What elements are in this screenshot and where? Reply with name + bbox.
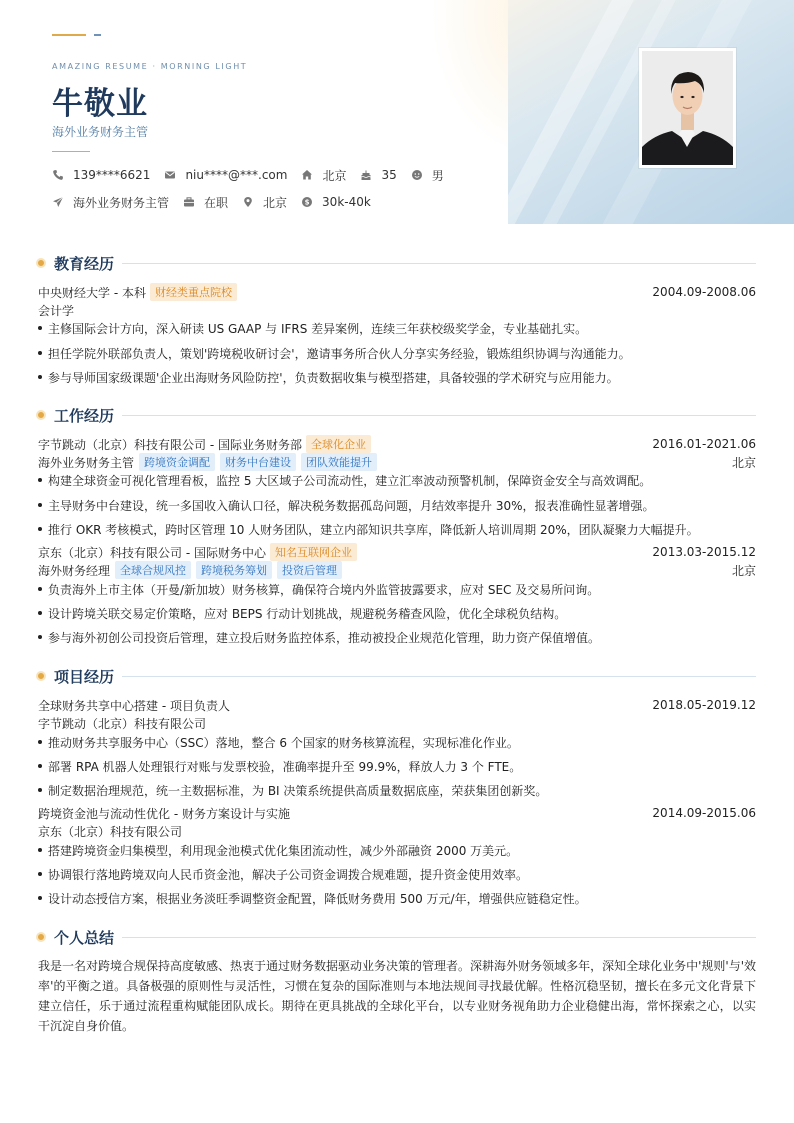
phone-text: 139****6621: [73, 168, 151, 182]
list-item: 部署 RPA 机器人处理银行对账与发票校验，准确率提升至 99.9%，释放人力 3 个 FTE。: [38, 758, 758, 774]
avatar-portrait: [642, 51, 733, 165]
section-work: [36, 405, 756, 425]
svg-text:$: $: [304, 198, 310, 207]
company-badge: 全球化企业: [306, 435, 371, 453]
section-dot: [36, 932, 46, 942]
divider: [52, 151, 90, 152]
target-job-info: [52, 194, 169, 211]
list-item: 负责海外上市主体（开曼/新加坡）财务核算，确保符合境内外监管披露要求，应对 SEC 及交易所问询。: [38, 581, 758, 597]
cake-icon: [360, 169, 372, 181]
section-summary: [36, 927, 756, 947]
list-item: 主修国际会计方向，深入研读 US GAAP 与 IFRS 差异案例，连续三年获校级奖学金，专业基础扎实。: [38, 320, 758, 336]
company-name: 京东（北京）科技有限公司 - 国际财务中心: [38, 545, 266, 560]
project-header: [38, 696, 756, 714]
list-item: 担任学院外联部负责人，策划'跨境税收研讨会'，邀请事务所合伙人分享实务经验，锻炼组织协调与沟通能力。: [38, 345, 758, 361]
send-icon: [52, 196, 64, 208]
job-role: 海外业务财务主管: [38, 455, 135, 470]
project-org: 京东（北京）科技有限公司: [38, 824, 183, 839]
location-pin-icon: [242, 196, 254, 208]
list-item: 参与导师国家级课题'企业出海财务风险防控'，负责数据收集与模型搭建，具备较强的学术研究与应用能力。: [38, 369, 758, 385]
list-item: 设计动态授信方案，根据业务淡旺季调整资金配置，降低财务费用 500 万元/年，增强供应链稳定性。: [38, 890, 758, 906]
school-name: 中央财经大学 - 本科: [38, 285, 146, 300]
section-divider: [122, 263, 756, 264]
work-header: [38, 543, 756, 561]
contact-info-row: [52, 167, 458, 183]
section-divider: [122, 676, 756, 677]
skill-tag: 财务中台建设: [220, 453, 296, 471]
section-dot: [36, 258, 46, 268]
list-item: 制定数据治理规范，统一主数据标准，为 BI 决策系统提供高质量数据底座，荣获集团创新奖。: [38, 782, 758, 798]
company-badge: 知名互联网企业: [270, 543, 357, 561]
section-divider: [122, 937, 756, 938]
list-item: 搭建跨境资金归集模型，利用现金池模式优化集团流动性，减少外部融资 2000 万美元。: [38, 842, 758, 858]
job-info-row: [52, 194, 385, 210]
work-date: 2016.01-2021.06: [652, 437, 756, 451]
project-org: 字节跳动（北京）科技有限公司: [38, 716, 207, 731]
school-badge: 财经类重点院校: [150, 283, 237, 301]
work-role-row: [38, 453, 756, 471]
list-item: 构建全球资金可视化管理看板，监控 5 大区域子公司流动性，建立汇率波动预警机制，保障资金安全与高效调配。: [38, 472, 758, 488]
work-role-row: [38, 561, 756, 579]
section-education: [36, 253, 756, 273]
home-info: [301, 167, 346, 184]
work-city: 北京: [731, 563, 756, 578]
home-text: 北京: [322, 168, 347, 183]
candidate-name: 牛敬业: [52, 86, 148, 122]
salary-text: 30k-40k: [322, 195, 371, 209]
skill-tag: 跨境资金调配: [139, 453, 215, 471]
list-item: 参与海外初创公司投资后管理，建立投后财务监控体系，推动被投企业规范化管理，助力资产保值增值。: [38, 629, 758, 645]
section-divider: [122, 415, 756, 416]
age-info: [360, 168, 396, 182]
home-icon: [301, 169, 313, 181]
skill-tag: 跨境税务筹划: [196, 561, 272, 579]
tagline: AMAZING RESUME · MORNING LIGHT: [52, 62, 248, 71]
job-role: 海外财务经理: [38, 563, 111, 578]
candidate-title: 海外业务财务主管: [52, 125, 149, 139]
gender-text: 男: [431, 168, 444, 183]
section-projects: [36, 666, 756, 686]
target-job-text: 海外业务财务主管: [73, 195, 170, 210]
section-heading: 个人总结: [54, 928, 115, 947]
section-dot: [36, 671, 46, 681]
phone-icon: [52, 169, 64, 181]
gender-icon: [411, 169, 423, 181]
briefcase-icon: [183, 196, 195, 208]
project-date: 2014.09-2015.06: [652, 806, 756, 820]
summary-text: 我是一名对跨境合规保持高度敏感、热衷于通过财务数据驱动业务决策的管理者。深耕海外财务领域多年，深知全球化业务中'规则'与'效率'的平衡之道。具备极强的原则性与灵活性，习惯在复杂的国际准则与本地法规间寻找最优解。性格沉稳坚韧，擅长在多元文化背景下建立信任，乐于通过流程重构赋能团队成长。期待在更具挑战的全球化平台，以专业财务视角助力企业稳健出海，常怀探索之心，以实干沉淀自身价值。: [38, 959, 756, 1033]
location-text: 北京: [263, 195, 288, 210]
education-major-row: [38, 301, 756, 319]
project-name: 跨境资金池与流动性优化 - 财务方案设计与实施: [38, 806, 290, 821]
list-item: 推行 OKR 考核模式，跨时区管理 10 人财务团队，建立内部知识共享库，降低新人培训周期 20%，团队凝聚力大幅提升。: [38, 521, 758, 537]
skill-tag: 全球合规风控: [115, 561, 191, 579]
gender-info: [411, 167, 444, 184]
project-header: [38, 804, 756, 822]
list-item: 设计跨境关联交易定价策略，应对 BEPS 行动计划挑战，规避税务稽查风险，优化全球税负结构。: [38, 605, 758, 621]
location-info: [242, 194, 287, 211]
education-header: [38, 283, 756, 301]
email-info: [164, 168, 287, 182]
major: 会计学: [38, 303, 75, 318]
project-name: 全球财务共享中心搭建 - 项目负责人: [38, 698, 230, 713]
skill-tag: 投资后管理: [277, 561, 342, 579]
phone-info: [52, 168, 150, 182]
section-heading: 教育经历: [54, 254, 115, 273]
work-header: [38, 435, 756, 453]
project-org-row: [38, 714, 756, 732]
age-text: 35: [381, 168, 397, 182]
work-date: 2013.03-2015.12: [652, 545, 756, 559]
list-item: 协调银行落地跨境双向人民币资金池，解决子公司资金调拨合规难题，提升资金使用效率。: [38, 866, 758, 882]
section-heading: 项目经历: [54, 667, 115, 686]
project-org-row: [38, 822, 756, 840]
section-dot: [36, 410, 46, 420]
salary-icon: [301, 196, 313, 208]
skill-tag: 团队效能提升: [301, 453, 377, 471]
section-heading: 工作经历: [54, 406, 115, 425]
status-text: 在职: [204, 195, 229, 210]
education-date: 2004.09-2008.06: [652, 285, 756, 299]
list-item: 主导财务中台建设，统一多国收入确认口径，解决税务数据孤岛问题，月结效率提升 30%，报表准确性显著增强。: [38, 497, 758, 513]
company-name: 字节跳动（北京）科技有限公司 - 国际业务财务部: [38, 437, 302, 452]
email-text: niu****@***.com: [185, 168, 288, 182]
profile-photo: [639, 48, 736, 168]
status-info: [183, 194, 228, 211]
work-city: 北京: [731, 455, 756, 470]
list-item: 推动财务共享服务中心（SSC）落地，整合 6 个国家的财务核算流程，实现标准化作业。: [38, 734, 758, 750]
salary-info: [301, 195, 371, 209]
project-date: 2018.05-2019.12: [652, 698, 756, 712]
mail-icon: [164, 169, 176, 181]
